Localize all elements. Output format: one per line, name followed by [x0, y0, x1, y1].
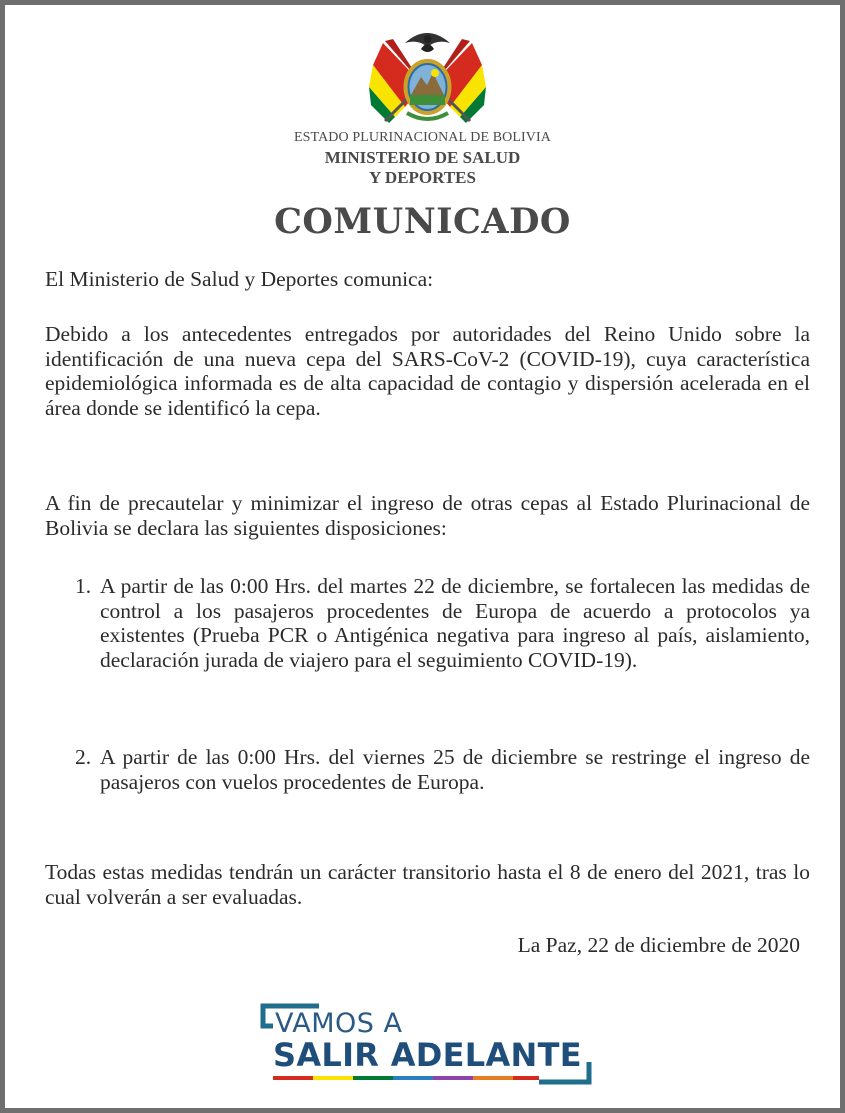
list-item: A partir de las 0:00 Hrs. del martes 22 de diciembre, se fortalecen las medidas de control a los pasajeros procedentes de Europa de acuerdo a protocolos ya existentes (Prueba PCR o Antigénica negativa para ingreso al país, aislamiento, declaración jurada de viajero para el seguimiento COVID-19).	[100, 574, 810, 672]
logo-text-line2: SALIR ADELANTE	[273, 1036, 582, 1074]
paragraph-closing: Todas estas medidas tendrán un carácter transitorio hasta el 8 de enero del 2021, tras lo cual volverán a ser evaluadas.	[45, 860, 810, 909]
campaign-logo	[259, 1002, 599, 1092]
ministry-name: MINISTERIO DE SALUD	[324, 148, 521, 167]
paragraph-dispositions: A fin de precautelar y minimizar el ingreso de otras cepas al Estado Plurinacional de Bolivia se declara las siguientes disposiciones:	[45, 491, 810, 540]
paragraph-background: Debido a los antecedentes entregados por autoridades del Reino Unido sobre la identificación de una nueva cepa del SARS-CoV-2 (COVID-19), cuya característica epidemiológica informada es de alta capacidad de contagio y dispersión acelerada en el área donde se identificó la cepa.	[45, 322, 810, 420]
ministry-name-line2: Y DEPORTES	[369, 168, 476, 187]
document-title: COMUNICADO	[274, 201, 571, 242]
date-line: La Paz, 22 de diciembre de 2020	[517, 933, 800, 957]
list-item-number: 2.	[75, 745, 92, 769]
bolivia-coat-of-arms-icon	[365, 25, 490, 127]
list-item: A partir de las 0:00 Hrs. del viernes 25 de diciembre se restringe el ingreso de pasajeros con vuelos procedentes de Europa.	[100, 745, 810, 794]
list-item-number: 1.	[75, 574, 92, 598]
logo-text-line1: VAMOS A	[275, 1008, 403, 1039]
state-name: ESTADO PLURINACIONAL DE BOLIVIA	[294, 130, 551, 145]
intro-text: El Ministerio de Salud y Deportes comunica:	[45, 267, 434, 291]
